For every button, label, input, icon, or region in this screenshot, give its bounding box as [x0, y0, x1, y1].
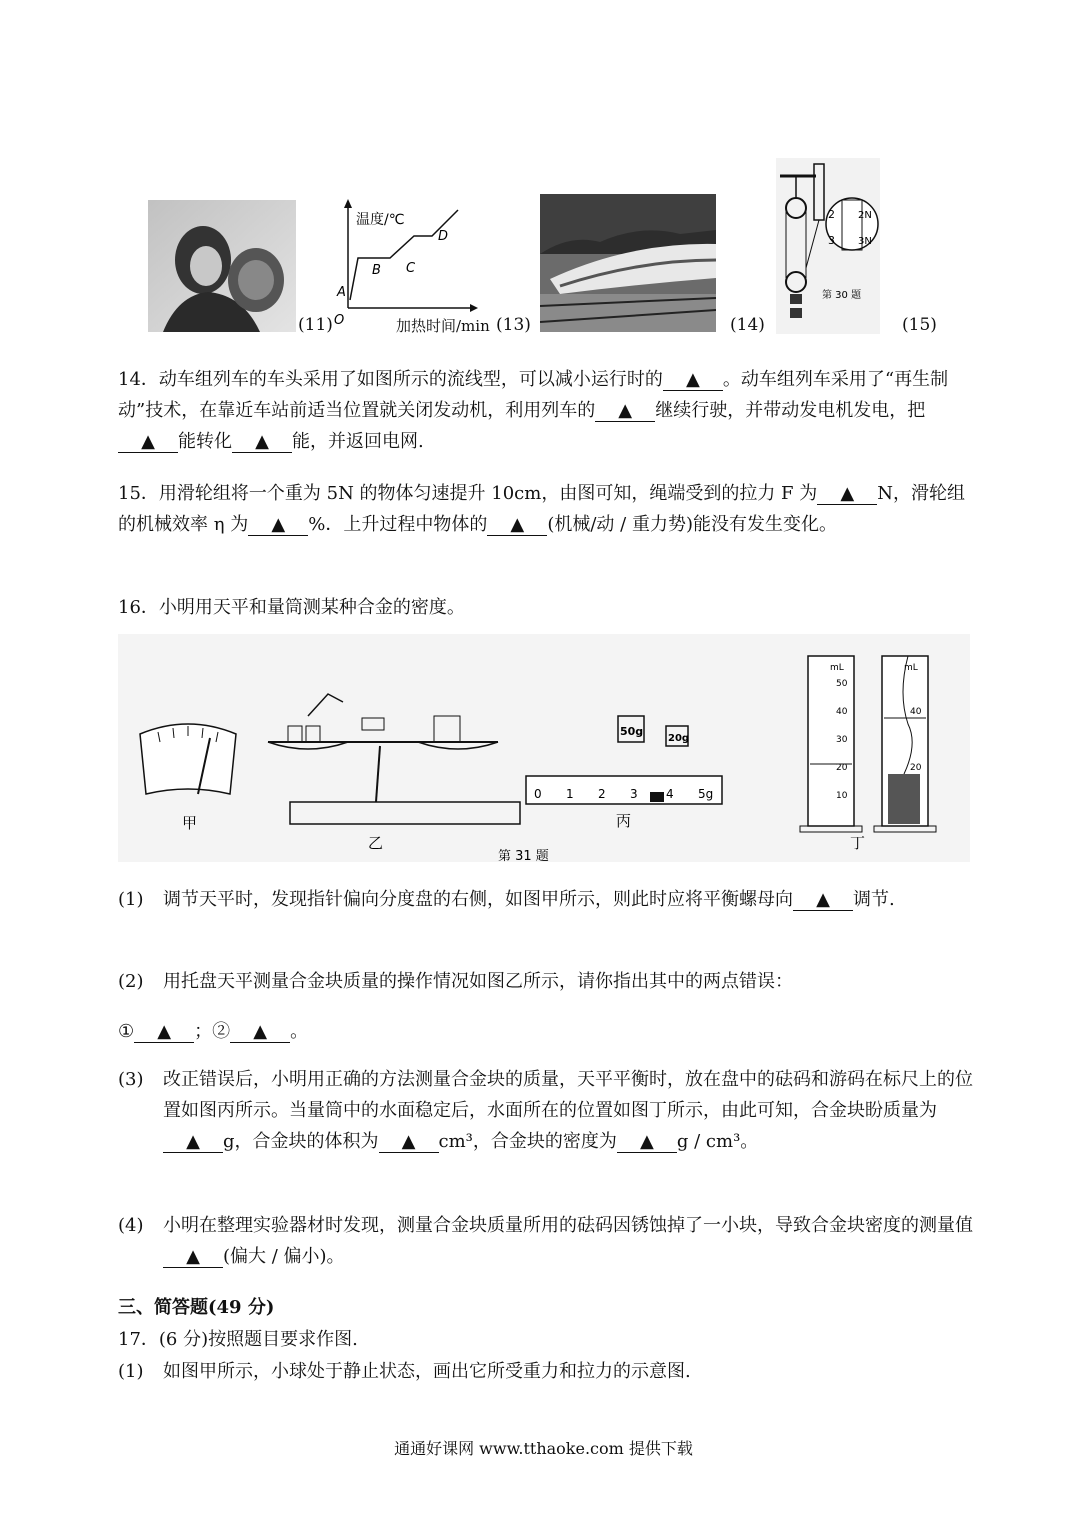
ruler-tick-0: 0 [534, 787, 542, 801]
label-jia: 甲 [182, 814, 198, 832]
cyl1-tick-30: 30 [836, 735, 848, 745]
graph-origin: O [334, 313, 345, 328]
question-14: 14．动车组列车的车头采用了如图所示的流线型，可以减小运行时的 ▲ 。动车组列车采用了“再生制动”技术，在靠近车站前适当位置就关闭发动机，利用列车的 ▲ 继续行驶，并带动发电机发电，把▲ 能转化 ▲ 能，并返回电网. [118, 369, 949, 452]
weight-50g: 50g [620, 725, 644, 738]
answer-blank: ▲ [793, 890, 853, 911]
q17-part-1: (1) 如图甲所示，小球处于静止状态，画出它所受重力和拉力的示意图. [118, 1361, 691, 1382]
scale-tick-2n: 2N [858, 210, 872, 221]
section-3-heading: 三、简答题(49 分) [118, 1297, 275, 1318]
answer-blank: ▲ [118, 432, 178, 453]
scale-tick-2: 2 [828, 208, 835, 221]
scale-caption: 第 30 题 [822, 290, 862, 301]
figure-15-label: (15) [902, 315, 937, 335]
bullet-train-photo [540, 194, 716, 332]
question-17: 17．(6 分)按照题目要求作图. [118, 1329, 358, 1350]
q16-part-2-answers: ① ▲ ；② ▲ 。 [118, 1021, 309, 1042]
answer-blank: ▲ [248, 515, 308, 536]
answer-blank: ▲ [595, 401, 655, 422]
figure-13-label: (13) [496, 315, 531, 335]
graph-point-b: B [372, 263, 381, 278]
cyl1-tick-50: 50 [836, 679, 848, 689]
ruler-tick-2: 2 [598, 787, 606, 801]
weight-20g: 20g [668, 733, 690, 744]
answer-blank: ▲ [379, 1132, 439, 1153]
answer-blank: ▲ [163, 1247, 223, 1268]
q16-part-3: (3) 改正错误后，小明用正确的方法测量合金块的质量，天平平衡时，放在盘中的砝码和游码在标尺上的位置如图丙所示。当量筒中的水面稳定后，水面所在的位置如图丁所示，由此可知，合金块盼质量为▲ g，合金块的体积为 ▲ cm³，合金块的密度为 ▲ g / cm³。 [118, 1069, 973, 1152]
figure-14-label: (14) [730, 315, 765, 335]
label-bing: 丙 [616, 812, 632, 830]
figure-31-caption: 第 31 题 [498, 849, 549, 862]
figure-11-label: (11) [298, 315, 333, 335]
page-footer: 通通好课网 www.tthaoke.com 提供下载 [394, 1439, 693, 1458]
ruler-tick-3: 3 [630, 787, 638, 801]
figure-woman-photo [148, 200, 296, 332]
question-16: 16．小明用天平和量筒测某种合金的密度。 [118, 597, 465, 618]
temperature-time-graph [330, 196, 480, 332]
cylinder-unit-1: mL [830, 663, 844, 673]
label-yi: 乙 [368, 834, 384, 852]
q16-part-1: (1) 调节天平时，发现指针偏向分度盘的右侧，如图甲所示，则此时应将平衡螺母向 ▲ 调节. [118, 889, 895, 910]
graph-point-d: D [438, 229, 449, 244]
graph-point-a: A [337, 285, 346, 300]
cyl1-tick-10: 10 [836, 791, 848, 801]
answer-blank: ▲ [663, 370, 723, 391]
answer-blank: ▲ [134, 1022, 194, 1043]
cyl1-tick-40: 40 [836, 707, 848, 717]
cyl2-tick-40: 40 [910, 707, 922, 717]
scale-tick-3n: 3N [858, 236, 872, 247]
cyl2-tick-20: 20 [910, 763, 922, 773]
graph-point-c: C [406, 261, 416, 276]
q16-part-2: (2) 用托盘天平测量合金块质量的操作情况如图乙所示，请你指出其中的两点错误： [118, 971, 793, 992]
graph-x-label: 加热时间/min [396, 317, 490, 335]
ruler-tick-4: 4 [666, 787, 674, 801]
label-ding: 丁 [850, 834, 866, 852]
answer-blank: ▲ [230, 1022, 290, 1043]
answer-blank: ▲ [163, 1132, 223, 1153]
answer-blank: ▲ [232, 432, 292, 453]
pulley-spring-scale-figure [776, 158, 880, 334]
answer-blank: ▲ [817, 484, 877, 505]
cyl1-tick-20: 20 [836, 763, 848, 773]
graph-y-label: 温度/℃ [356, 212, 405, 228]
question-15: 15．用滑轮组将一个重为 5N 的物体匀速提升 10cm，由图可知，绳端受到的拉力 F 为 ▲ N，滑轮组的机械效率 η 为 ▲ %．上升过程中物体的 ▲ (机械/动 / 重力势)能没有发生变化。 [118, 483, 966, 535]
ruler-tick-5g: 5g [698, 787, 714, 801]
scale-tick-3: 3 [828, 234, 835, 247]
ruler-tick-1: 1 [566, 787, 574, 801]
cylinder-unit-2: mL [904, 663, 918, 673]
answer-blank: ▲ [487, 515, 547, 536]
answer-blank: ▲ [617, 1132, 677, 1153]
balance-measurement-figure [118, 634, 970, 862]
q16-part-4: (4) 小明在整理实验器材时发现，测量合金块质量所用的砝码因锈蚀掉了一小块，导致合金块密度的测量值▲ (偏大 / 偏小)。 [118, 1215, 973, 1267]
